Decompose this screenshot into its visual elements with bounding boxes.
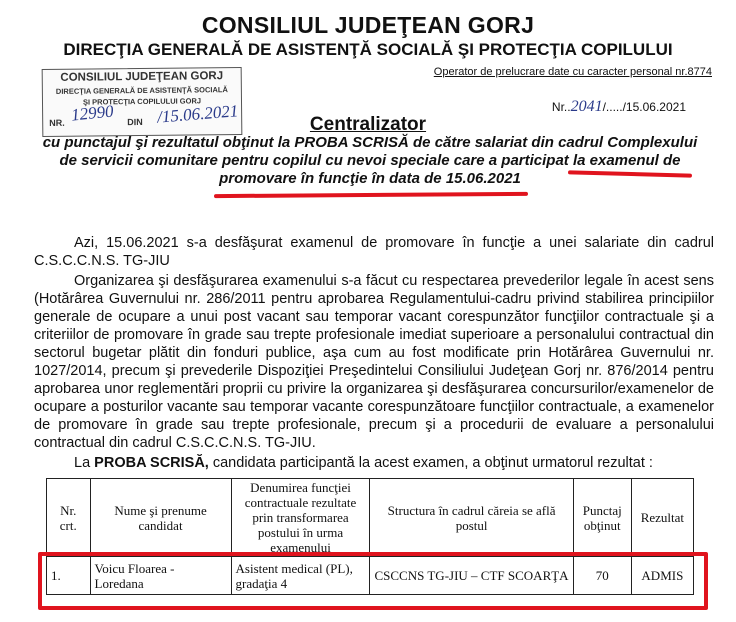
subtitle-line-3: promovare în funcţie în data de 15.06.2021 [219,170,521,187]
subtitle-line-2: de servicii comunitare pentru copilul cu nevoi speciale care a participat la examenul de [59,152,681,169]
stamp-din-label: DIN [127,116,143,128]
header-function-title: Denumirea funcţiei contractuale rezultate prin transformarea postului în urma examenului [231,479,370,557]
header-candidate-name: Nume şi prenume candidat [90,479,231,557]
header-nr-crt: Nr. crt. [47,479,91,557]
institution-title: CONSILIUL JUDEŢEAN GORJ [201,12,535,38]
red-highlight-box [38,552,708,610]
document-title: Centralizator [309,114,427,135]
cell-result: ADMIS [631,557,693,595]
data-operator-notice: Operator de prelucrare date cu caracter personal nr.8774 [433,66,712,78]
header-result: Rezultat [631,479,693,557]
stamp-nr-label: NR. [49,117,65,128]
paragraph-legal-basis: Organizarea şi desfăşurarea examenului s-a făcut cu respectarea prevederilor legale în acest sens (Hotărârea Guvernului nr. 286/2011 pentru aprobarea Regulamentului-cadru privind stabilirea principiilor generale de ocupare a unui post vacant sau temporar vacant corespunzător funcţiilor contractuale şi a criteriilor de promovare în grade sau trepte profesionale imediat superioare a personalului contractual din sectorul bugetar plătit din fonduri publice, aşa cum au fost modificate prin Hotărârea Guvernului nr. 1027/2014, precum şi prevederile Dispoziţiei Preşedintelui Consiliului Judeţean Gorj nr. 876/2014 pentru aprobarea unor reglementări proprii cu privire la organizarea şi desfăşurarea concursurilor/examenelor de ocupare a posturilor vacante sau temporar vacante corespunzătoare funcţiilor contractuale, a examenelor de promovare în grade sau trepte profesionale, precum şi a procedurii de evaluare a personalului contractual din cadrul C.S.C.C.N.S. TG-JIU. [34,273,714,451]
stamp-line-1: CONSILIUL JUDEŢEAN GORJ [60,70,224,84]
cell-score: 70 [573,557,631,595]
cell-structure: CSCCNS TG-JIU – CTF SCOARŢA [370,557,573,595]
table-header-row [47,479,694,557]
result-intro-bold: PROBA SCRISĂ, [94,455,209,471]
subtitle-line-1: cu punctajul şi rezultatul obţinut la PROBA SCRISĂ de către salariat din cadrul Complexului [42,134,698,151]
directorate-title: DIRECŢIA GENERALĂ DE ASISTENŢĂ SOCIALĂ ŞI PROTECŢIA COPILULUI [63,40,673,59]
document-body [34,234,714,472]
result-intro-post: candidata participantă la acest examen, a obţinut urmatorul rezultat : [208,455,653,471]
registration-suffix: /...../15.06.2021 [602,100,686,114]
stamp-line-2: DIRECŢIA GENERALĂ DE ASISTENŢĂ SOCIALĂ [55,85,228,96]
stamp-handwritten-date: /15.06.2021 [156,101,239,127]
paragraph-result-intro [34,454,714,472]
red-underline-mark-date [214,192,528,198]
paragraph-intro: Azi, 15.06.2021 s-a desfăşurat examenul de promovare în funcţie a unei salariate din cadrul C.S.C.C.N.S. TG-JIU [34,235,714,269]
result-intro-pre: La [74,455,95,471]
cell-nr: 1. [47,557,91,595]
cell-candidate: Voicu Floarea - Loredana [90,557,231,595]
registration-prefix: Nr.. [551,100,571,114]
document-subtitle [40,134,700,188]
stamp-line-3: ŞI PROTECŢIA COPILULUI GORJ [82,96,202,107]
cell-function: Asistent medical (PL), gradaţia 4 [231,557,370,595]
header-structure: Structura în cadrul căreia se află postul [370,479,573,557]
registration-handwritten-number: 2041 [570,98,603,115]
stamp-handwritten-number: 12990 [70,101,115,125]
header-score: Punctaj obţinut [573,479,631,557]
